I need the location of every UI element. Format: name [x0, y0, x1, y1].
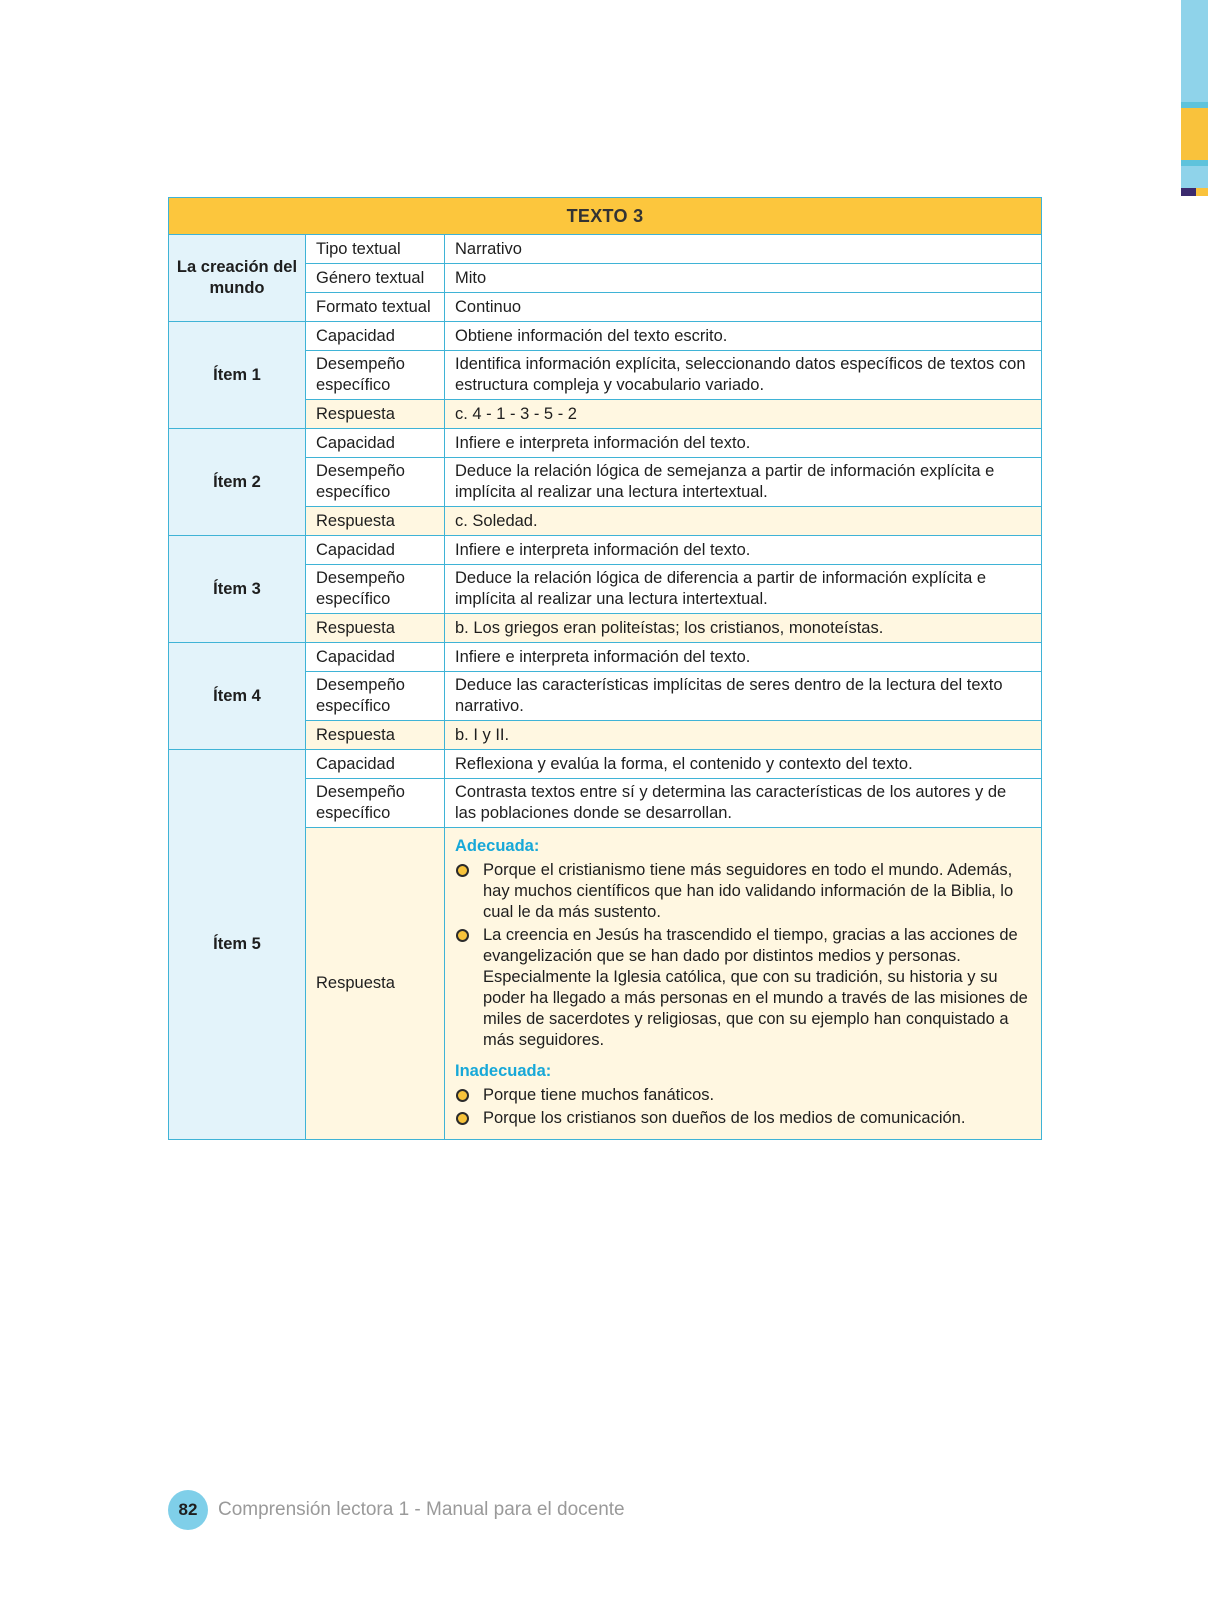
- list-item: [455, 1108, 1031, 1129]
- group-label: Ítem 1: [169, 322, 306, 429]
- row-label: Capacidad: [306, 322, 445, 351]
- row-value: Deduce la relación lógica de semejanza a partir de información explícita e implícita al realizar una lectura intertextual.: [445, 458, 1042, 507]
- row-value: b. I y II.: [445, 721, 1042, 750]
- group-label: Ítem 4: [169, 643, 306, 750]
- row-value: Infiere e interpreta información del texto.: [445, 643, 1042, 672]
- row-value: Contrasta textos entre sí y determina las características de los autores y de las poblaciones donde se desarrollan.: [445, 779, 1042, 828]
- row-value: Infiere e interpreta información del texto.: [445, 429, 1042, 458]
- row-label: Capacidad: [306, 643, 445, 672]
- row-value: Continuo: [445, 293, 1042, 322]
- inadequate-list: [455, 1085, 1031, 1129]
- group-label: Ítem 5: [169, 750, 306, 1140]
- row-value: Mito: [445, 264, 1042, 293]
- row-label: Respuesta: [306, 507, 445, 536]
- row-label: Desempeño específico: [306, 458, 445, 507]
- edge-tab: [1181, 0, 1208, 102]
- edge-tab: [1181, 188, 1196, 196]
- list-item: [455, 925, 1031, 1051]
- row-label: Género textual: [306, 264, 445, 293]
- page-footer: [168, 1490, 625, 1530]
- row-value: Infiere e interpreta información del texto.: [445, 536, 1042, 565]
- row-label: Capacidad: [306, 536, 445, 565]
- edge-tab: [1181, 108, 1208, 160]
- row-label: Desempeño específico: [306, 351, 445, 400]
- row-value: Obtiene información del texto escrito.: [445, 322, 1042, 351]
- table-title: TEXTO 3: [169, 198, 1042, 235]
- bullet-icon: [456, 929, 469, 942]
- row-label: Desempeño específico: [306, 565, 445, 614]
- row-value: c. 4 - 1 - 3 - 5 - 2: [445, 400, 1042, 429]
- list-item: [455, 860, 1031, 923]
- row-label: Respuesta: [306, 400, 445, 429]
- row-label: Desempeño específico: [306, 779, 445, 828]
- row-label: Respuesta: [306, 828, 445, 1140]
- row-value: Identifica información explícita, seleccionando datos específicos de textos con estructura compleja y vocabulario variado.: [445, 351, 1042, 400]
- row-value: c. Soledad.: [445, 507, 1042, 536]
- row-label: Desempeño específico: [306, 672, 445, 721]
- book-title: Comprensión lectora 1 - Manual para el docente: [218, 1499, 625, 1520]
- list-item-text: Porque tiene muchos fanáticos.: [483, 1086, 715, 1104]
- group-label: Ítem 2: [169, 429, 306, 536]
- list-item-text: Porque los cristianos son dueños de los medios de comunicación.: [483, 1109, 966, 1127]
- bullet-icon: [456, 1112, 469, 1125]
- edge-tab: [1196, 188, 1208, 196]
- row-value: b. Los griegos eran politeístas; los cristianos, monoteístas.: [445, 614, 1042, 643]
- group-label: La creación del mundo: [169, 235, 306, 322]
- inadequate-heading: Inadecuada:: [455, 1062, 552, 1080]
- group-label: Ítem 3: [169, 536, 306, 643]
- row-label: Tipo textual: [306, 235, 445, 264]
- edge-tab: [1181, 166, 1208, 188]
- list-item: [455, 1085, 1031, 1106]
- bullet-icon: [456, 1089, 469, 1102]
- row-label: Capacidad: [306, 429, 445, 458]
- row-value: Narrativo: [445, 235, 1042, 264]
- adequate-list: [455, 860, 1031, 1051]
- row-value: Deduce las características implícitas de seres dentro de la lectura del texto narrativo.: [445, 672, 1042, 721]
- adequate-heading: Adecuada:: [455, 837, 540, 855]
- row-value: Deduce la relación lógica de diferencia a partir de información explícita e implícita al realizar una lectura intertextual.: [445, 565, 1042, 614]
- bullet-icon: [456, 864, 469, 877]
- row-label: Respuesta: [306, 614, 445, 643]
- row-label: Respuesta: [306, 721, 445, 750]
- list-item-text: Porque el cristianismo tiene más seguidores en todo el mundo. Además, hay muchos científicos que han ido validando información de la Biblia, lo cual le da más sustento.: [483, 861, 1014, 921]
- specification-table: [168, 197, 1041, 1140]
- list-item-text: La creencia en Jesús ha trascendido el tiempo, gracias a las acciones de evangelización que se han dado por distintos medios y personas. Especialmente la Iglesia católica, que con su tradición, su historia y su poder ha llegado a más personas en el mundo a través de las misiones de miles de sacerdotes y religiosas, que con su ejemplo han conquistado a más seguidores.: [483, 926, 1028, 1049]
- page-number-badge: 82: [168, 1490, 208, 1530]
- row-value: Reflexiona y evalúa la forma, el contenido y contexto del texto.: [445, 750, 1042, 779]
- row-label: Capacidad: [306, 750, 445, 779]
- response-detail: [445, 828, 1042, 1140]
- row-label: Formato textual: [306, 293, 445, 322]
